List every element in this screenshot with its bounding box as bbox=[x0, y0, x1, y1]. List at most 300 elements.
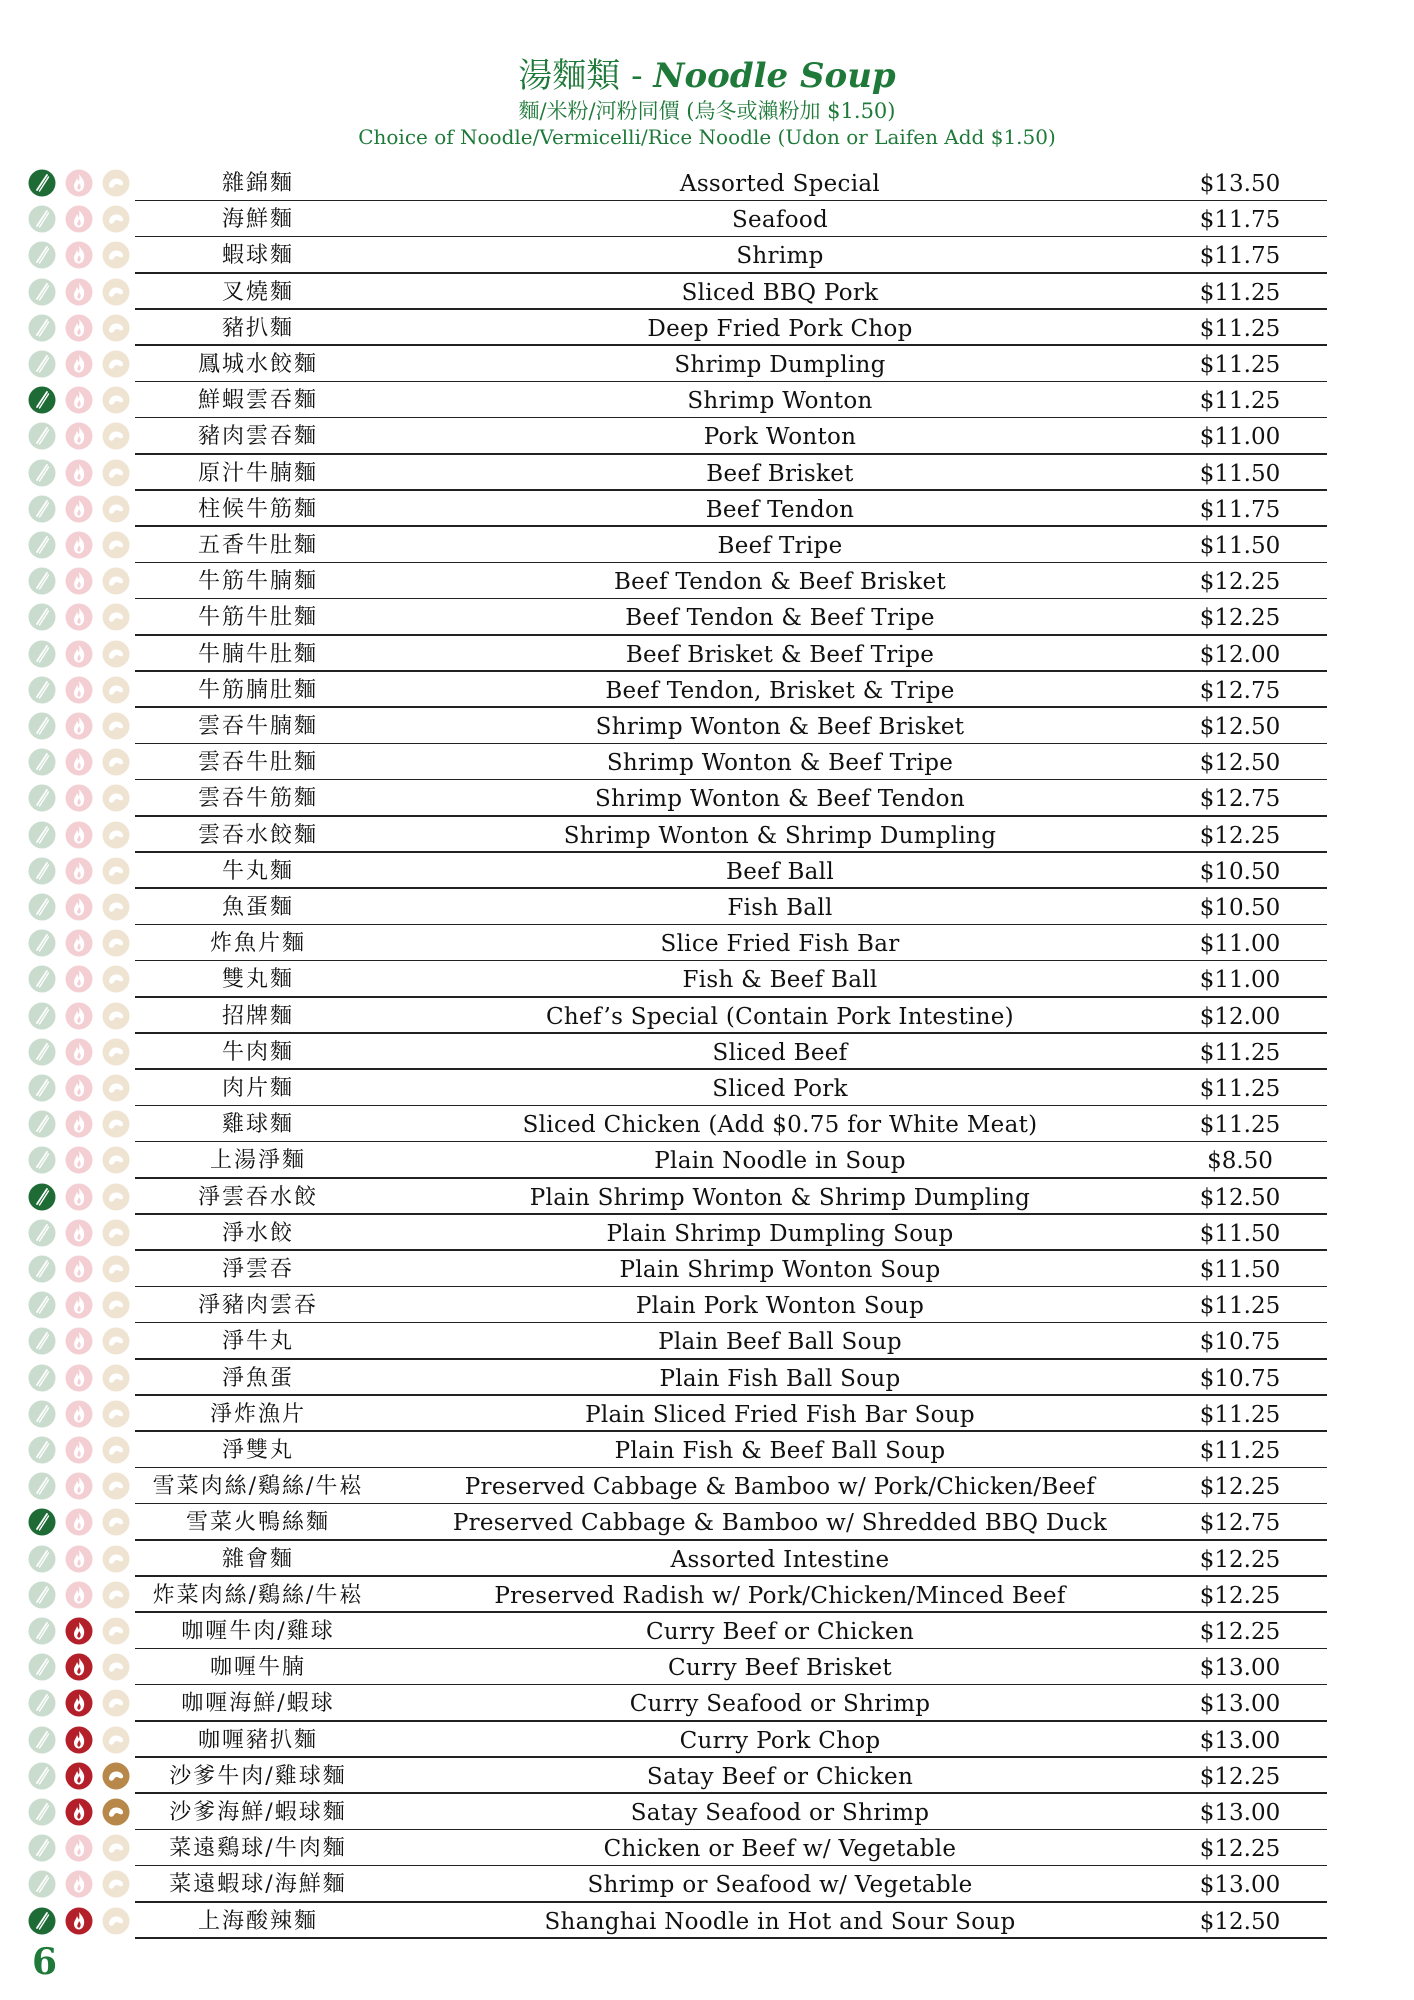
menu-item-row bbox=[0, 1866, 1414, 1902]
item-name-en: Assorted Special bbox=[679, 171, 881, 197]
menu-item-row bbox=[0, 237, 1414, 273]
satay-icon bbox=[102, 1870, 130, 1898]
item-name-en: Sliced Chicken (Add $0.75 for White Meat) bbox=[522, 1112, 1038, 1139]
item-name-en: Shrimp bbox=[736, 243, 824, 270]
item-price: $12.25 bbox=[1199, 1474, 1281, 1501]
chopsticks-icon bbox=[28, 1726, 56, 1754]
chopsticks-icon bbox=[28, 1508, 56, 1536]
menu-item-row bbox=[0, 1685, 1414, 1721]
satay-icon bbox=[102, 748, 130, 776]
item-price: $11.50 bbox=[1199, 1257, 1281, 1283]
item-price: $10.75 bbox=[1199, 1365, 1281, 1392]
item-name-zh: 雪菜火鴨絲麵 bbox=[185, 1510, 330, 1536]
chili-flame-icon bbox=[65, 278, 93, 306]
chili-flame-icon bbox=[65, 1038, 93, 1066]
item-price: $10.50 bbox=[1199, 858, 1281, 885]
satay-icon bbox=[102, 567, 130, 595]
menu-item-row bbox=[0, 491, 1414, 527]
menu-item-row bbox=[0, 563, 1414, 599]
item-name-zh: 招牌麵 bbox=[221, 1003, 294, 1029]
item-price: $12.25 bbox=[1199, 1836, 1281, 1863]
menu-item-row bbox=[0, 1613, 1414, 1649]
item-price: $12.50 bbox=[1199, 1908, 1281, 1935]
menu-item-row bbox=[0, 672, 1414, 708]
item-name-en: Fish & Beef Ball bbox=[682, 967, 878, 994]
chopsticks-icon bbox=[28, 1364, 56, 1392]
satay-icon bbox=[102, 495, 130, 523]
chopsticks-icon bbox=[28, 965, 56, 993]
menu-item-row bbox=[0, 382, 1414, 418]
chopsticks-icon bbox=[28, 278, 56, 306]
menu-item-row bbox=[0, 1215, 1414, 1251]
chopsticks-icon bbox=[28, 1689, 56, 1717]
item-name-zh: 牛筋牛腩麵 bbox=[197, 569, 318, 595]
item-price: $10.50 bbox=[1199, 895, 1281, 921]
item-price: $11.75 bbox=[1199, 496, 1281, 523]
item-price: $13.00 bbox=[1199, 1800, 1281, 1826]
menu-item-row bbox=[0, 1251, 1414, 1287]
item-price: $12.25 bbox=[1199, 569, 1281, 596]
chili-flame-icon bbox=[65, 567, 93, 595]
menu-item-row bbox=[0, 925, 1414, 961]
item-price: $11.25 bbox=[1199, 388, 1281, 415]
chili-flame-icon bbox=[65, 459, 93, 487]
chopsticks-icon bbox=[28, 459, 56, 487]
menu-item-row bbox=[0, 1142, 1414, 1178]
item-name-zh: 咖喱牛肉/雞球 bbox=[181, 1619, 335, 1644]
item-price: $11.75 bbox=[1199, 207, 1281, 234]
item-name-en: Plain Sliced Fried Fish Bar Soup bbox=[585, 1401, 975, 1428]
chili-flame-icon bbox=[65, 169, 93, 197]
chopsticks-icon bbox=[28, 1038, 56, 1066]
item-price: $12.25 bbox=[1199, 822, 1281, 849]
chopsticks-icon bbox=[28, 314, 56, 342]
chili-flame-icon bbox=[65, 1798, 93, 1826]
satay-icon bbox=[102, 459, 130, 487]
item-price: $11.25 bbox=[1199, 1076, 1281, 1102]
satay-icon bbox=[102, 676, 130, 704]
chopsticks-icon bbox=[28, 241, 56, 269]
chili-flame-icon bbox=[65, 1074, 93, 1102]
satay-icon bbox=[102, 1726, 130, 1754]
item-name-en: Satay Seafood or Shrimp bbox=[630, 1800, 930, 1826]
satay-icon bbox=[102, 1219, 130, 1247]
item-name-en: Preserved Cabbage & Bamboo w/ Pork/Chicken/Beef bbox=[464, 1474, 1096, 1501]
item-name-en: Plain Fish Ball Soup bbox=[659, 1365, 901, 1392]
satay-icon bbox=[102, 1146, 130, 1174]
chili-flame-icon bbox=[65, 784, 93, 812]
menu-item-row bbox=[0, 1106, 1414, 1142]
menu-item-row bbox=[0, 1034, 1414, 1070]
item-name-zh: 淨魚蛋 bbox=[221, 1365, 294, 1391]
item-name-zh: 淨雲吞水餃 bbox=[197, 1184, 318, 1210]
item-price: $11.25 bbox=[1199, 352, 1281, 378]
item-name-zh: 柱候牛筋麵 bbox=[197, 496, 318, 522]
item-name-zh: 沙爹海鮮/蝦球麵 bbox=[169, 1800, 347, 1825]
chopsticks-icon bbox=[28, 1870, 56, 1898]
item-name-zh: 咖喱牛腩 bbox=[209, 1655, 306, 1681]
chopsticks-icon bbox=[28, 929, 56, 957]
chili-flame-icon bbox=[65, 1327, 93, 1355]
menu-item-row bbox=[0, 599, 1414, 635]
chili-flame-icon bbox=[65, 1870, 93, 1898]
satay-icon bbox=[102, 784, 130, 812]
item-name-zh: 海鮮麵 bbox=[221, 207, 294, 233]
chili-flame-icon bbox=[65, 965, 93, 993]
chopsticks-icon bbox=[28, 1762, 56, 1790]
satay-icon bbox=[102, 965, 130, 993]
chopsticks-icon bbox=[28, 712, 56, 740]
chopsticks-icon bbox=[28, 857, 56, 885]
item-price: $12.00 bbox=[1199, 1003, 1281, 1030]
page-number: 6 bbox=[32, 1941, 58, 1983]
section-title-zh: 湯麵類 - bbox=[518, 56, 654, 96]
item-name-zh: 雜會麵 bbox=[221, 1546, 294, 1572]
menu-item-row bbox=[0, 1722, 1414, 1758]
menu-item-row bbox=[0, 346, 1414, 382]
item-name-zh: 鳳城水餃麵 bbox=[197, 352, 318, 377]
satay-icon bbox=[102, 1508, 130, 1536]
item-name-en: Beef Tripe bbox=[717, 533, 843, 559]
item-name-zh: 牛筋牛肚麵 bbox=[197, 605, 318, 631]
item-name-en: Shrimp Dumpling bbox=[674, 352, 886, 378]
chopsticks-icon bbox=[28, 422, 56, 450]
item-name-en: Shrimp or Seafood w/ Vegetable bbox=[587, 1872, 973, 1899]
menu-item-row bbox=[0, 817, 1414, 853]
chili-flame-icon bbox=[65, 205, 93, 233]
item-name-zh: 叉燒麵 bbox=[221, 279, 294, 305]
satay-icon bbox=[102, 1327, 130, 1355]
item-name-zh: 炸菜肉絲/鷄絲/牛崧 bbox=[152, 1582, 364, 1608]
chopsticks-icon bbox=[28, 1581, 56, 1609]
item-name-en: Preserved Radish w/ Pork/Chicken/Minced Beef bbox=[494, 1582, 1066, 1609]
item-name-en: Curry Seafood or Shrimp bbox=[629, 1691, 931, 1718]
chili-flame-icon bbox=[65, 1219, 93, 1247]
chili-flame-icon bbox=[65, 1183, 93, 1211]
item-price: $11.50 bbox=[1199, 533, 1281, 559]
item-name-zh: 雜錦麵 bbox=[221, 171, 294, 196]
item-name-zh: 上海酸辣麵 bbox=[197, 1908, 318, 1934]
chopsticks-icon bbox=[28, 1291, 56, 1319]
item-name-zh: 淨牛丸 bbox=[221, 1329, 294, 1355]
item-name-en: Curry Beef or Chicken bbox=[645, 1619, 915, 1645]
satay-icon bbox=[102, 1907, 130, 1935]
satay-icon bbox=[102, 1545, 130, 1573]
item-name-en: Sliced Beef bbox=[712, 1039, 848, 1066]
chili-flame-icon bbox=[65, 241, 93, 269]
menu-item-row bbox=[0, 1179, 1414, 1215]
item-name-zh: 上湯淨麵 bbox=[209, 1148, 306, 1174]
satay-icon bbox=[102, 422, 130, 450]
item-name-en: Shrimp Wonton & Beef Brisket bbox=[595, 714, 965, 740]
item-price: $11.50 bbox=[1199, 1220, 1281, 1247]
chili-flame-icon bbox=[65, 1472, 93, 1500]
chili-flame-icon bbox=[65, 1364, 93, 1392]
item-name-zh: 淨雲吞 bbox=[221, 1257, 294, 1282]
menu-item-row bbox=[0, 1287, 1414, 1323]
chopsticks-icon bbox=[28, 386, 56, 414]
chopsticks-icon bbox=[28, 1545, 56, 1573]
row-divider bbox=[135, 1937, 1327, 1939]
satay-icon bbox=[102, 350, 130, 378]
satay-icon bbox=[102, 169, 130, 197]
item-price: $11.00 bbox=[1199, 424, 1281, 451]
chili-flame-icon bbox=[65, 531, 93, 559]
chopsticks-icon bbox=[28, 748, 56, 776]
item-price: $12.25 bbox=[1199, 1619, 1281, 1645]
menu-item-row bbox=[0, 1468, 1414, 1504]
item-name-en: Curry Beef Brisket bbox=[668, 1655, 892, 1682]
menu-item-row bbox=[0, 1504, 1414, 1540]
item-price: $12.00 bbox=[1199, 641, 1281, 668]
item-name-en: Seafood bbox=[731, 207, 829, 234]
satay-icon bbox=[102, 857, 130, 885]
item-price: $12.25 bbox=[1199, 1763, 1281, 1790]
chili-flame-icon bbox=[65, 1436, 93, 1464]
item-name-en: Beef Ball bbox=[726, 858, 834, 885]
chili-flame-icon bbox=[65, 1726, 93, 1754]
item-price: $11.25 bbox=[1199, 1293, 1281, 1320]
chili-flame-icon bbox=[65, 1508, 93, 1536]
menu-item-row bbox=[0, 1432, 1414, 1468]
satay-icon bbox=[102, 1617, 130, 1645]
chopsticks-icon bbox=[28, 1653, 56, 1681]
item-price: $11.00 bbox=[1199, 931, 1281, 958]
chili-flame-icon bbox=[65, 1617, 93, 1645]
item-name-en: Plain Shrimp Wonton & Shrimp Dumpling bbox=[529, 1184, 1031, 1211]
chili-flame-icon bbox=[65, 1400, 93, 1428]
item-name-en: Beef Brisket & Beef Tripe bbox=[625, 641, 935, 668]
item-price: $13.00 bbox=[1199, 1727, 1281, 1754]
chopsticks-icon bbox=[28, 1327, 56, 1355]
chili-flame-icon bbox=[65, 1545, 93, 1573]
item-price: $12.50 bbox=[1199, 714, 1281, 740]
menu-item-row bbox=[0, 1794, 1414, 1830]
item-price: $12.75 bbox=[1199, 1510, 1281, 1537]
item-name-zh: 咖喱海鮮/蝦球 bbox=[181, 1691, 335, 1717]
item-price: $13.50 bbox=[1199, 171, 1281, 197]
item-name-zh: 淨炸漁片 bbox=[209, 1401, 306, 1427]
menu-item-row bbox=[0, 1649, 1414, 1685]
item-price: $11.75 bbox=[1199, 243, 1281, 270]
chopsticks-icon bbox=[28, 893, 56, 921]
item-name-en: Chef’s Special (Contain Pork Intestine) bbox=[546, 1003, 1014, 1030]
menu-item-row bbox=[0, 853, 1414, 889]
satay-icon bbox=[102, 278, 130, 306]
item-name-en: Sliced Pork bbox=[712, 1076, 848, 1102]
menu-item-row bbox=[0, 1541, 1414, 1577]
chopsticks-icon bbox=[28, 821, 56, 849]
satay-icon bbox=[102, 531, 130, 559]
chili-flame-icon bbox=[65, 857, 93, 885]
item-name-zh: 咖喱豬扒麵 bbox=[197, 1727, 318, 1753]
satay-icon bbox=[102, 1689, 130, 1717]
item-name-en: Plain Shrimp Wonton Soup bbox=[619, 1257, 941, 1283]
menu-item-row bbox=[0, 1903, 1414, 1939]
item-price: $10.75 bbox=[1199, 1329, 1281, 1356]
item-price: $11.25 bbox=[1199, 1112, 1281, 1139]
satay-icon bbox=[102, 241, 130, 269]
item-name-zh: 牛肉麵 bbox=[221, 1039, 294, 1065]
item-name-en: Slice Fried Fish Bar bbox=[660, 931, 900, 958]
item-price: $12.50 bbox=[1199, 750, 1281, 777]
satay-icon bbox=[102, 1798, 130, 1826]
menu-item-row bbox=[0, 1758, 1414, 1794]
item-name-en: Beef Tendon, Brisket & Tripe bbox=[605, 677, 955, 704]
chopsticks-icon bbox=[28, 1617, 56, 1645]
item-name-en: Beef Tendon bbox=[705, 496, 855, 523]
satay-icon bbox=[102, 1255, 130, 1283]
chili-flame-icon bbox=[65, 640, 93, 668]
satay-icon bbox=[102, 893, 130, 921]
item-name-zh: 淨雙丸 bbox=[221, 1438, 294, 1463]
menu-item-row bbox=[0, 998, 1414, 1034]
menu-item-row bbox=[0, 274, 1414, 310]
item-price: $11.25 bbox=[1199, 315, 1281, 342]
chili-flame-icon bbox=[65, 386, 93, 414]
item-name-en: Plain Noodle in Soup bbox=[654, 1148, 906, 1175]
menu-item-row bbox=[0, 744, 1414, 780]
chopsticks-icon bbox=[28, 1146, 56, 1174]
chili-flame-icon bbox=[65, 1689, 93, 1717]
item-name-zh: 五香牛肚麵 bbox=[197, 533, 318, 558]
menu-item-row bbox=[0, 201, 1414, 237]
item-name-en: Deep Fried Pork Chop bbox=[647, 315, 913, 342]
item-name-en: Plain Fish & Beef Ball Soup bbox=[614, 1438, 946, 1464]
menu-item-row bbox=[0, 527, 1414, 563]
item-name-en: Plain Shrimp Dumpling Soup bbox=[606, 1220, 954, 1247]
item-name-en: Shrimp Wonton & Beef Tripe bbox=[606, 750, 954, 777]
item-price: $12.25 bbox=[1199, 1582, 1281, 1609]
menu-item-row bbox=[0, 1360, 1414, 1396]
item-price: $12.50 bbox=[1199, 1184, 1281, 1211]
satay-icon bbox=[102, 1653, 130, 1681]
menu-item-row bbox=[0, 418, 1414, 454]
item-price: $11.50 bbox=[1199, 460, 1281, 487]
satay-icon bbox=[102, 314, 130, 342]
item-name-zh: 雪菜肉絲/鷄絲/牛崧 bbox=[152, 1474, 364, 1500]
menu-item-row bbox=[0, 889, 1414, 925]
menu-item-row bbox=[0, 1070, 1414, 1106]
satay-icon bbox=[102, 640, 130, 668]
menu-item-row bbox=[0, 708, 1414, 744]
item-name-zh: 牛腩牛肚麵 bbox=[197, 641, 318, 667]
satay-icon bbox=[102, 205, 130, 233]
satay-icon bbox=[102, 929, 130, 957]
item-name-zh: 炸魚片麵 bbox=[209, 931, 306, 957]
item-name-en: Beef Tendon & Beef Tripe bbox=[625, 605, 935, 632]
satay-icon bbox=[102, 1183, 130, 1211]
menu-item-row bbox=[0, 961, 1414, 997]
item-price: $12.25 bbox=[1199, 1546, 1281, 1573]
item-price: $13.00 bbox=[1199, 1691, 1281, 1718]
item-name-en: Beef Tendon & Beef Brisket bbox=[613, 569, 946, 596]
chopsticks-icon bbox=[28, 1219, 56, 1247]
item-name-zh: 雲吞牛肚麵 bbox=[197, 750, 318, 776]
menu-item-row bbox=[0, 455, 1414, 491]
section-title-en: Noodle Soup bbox=[653, 56, 896, 96]
menu-item-row bbox=[0, 1396, 1414, 1432]
item-name-en: Chicken or Beef w/ Vegetable bbox=[603, 1836, 957, 1863]
menu-item-row bbox=[0, 165, 1414, 201]
menu-item-row bbox=[0, 636, 1414, 672]
item-name-zh: 淨豬肉雲吞 bbox=[197, 1293, 318, 1319]
chopsticks-icon bbox=[28, 531, 56, 559]
item-name-zh: 魚蛋麵 bbox=[221, 895, 294, 920]
chili-flame-icon bbox=[65, 495, 93, 523]
item-name-en: Sliced BBQ Pork bbox=[681, 279, 879, 306]
item-name-en: Shrimp Wonton bbox=[687, 388, 873, 415]
chopsticks-icon bbox=[28, 495, 56, 523]
chili-flame-icon bbox=[65, 1002, 93, 1030]
item-name-zh: 雲吞水餃麵 bbox=[197, 822, 318, 848]
item-name-en: Shanghai Noodle in Hot and Sour Soup bbox=[544, 1908, 1016, 1935]
satay-icon bbox=[102, 1472, 130, 1500]
item-name-en: Pork Wonton bbox=[703, 424, 857, 451]
item-name-zh: 肉片麵 bbox=[221, 1076, 294, 1101]
satay-icon bbox=[102, 1436, 130, 1464]
item-name-zh: 豬扒麵 bbox=[221, 315, 294, 341]
item-name-en: Shrimp Wonton & Shrimp Dumpling bbox=[563, 822, 997, 849]
satay-icon bbox=[102, 1110, 130, 1138]
chili-flame-icon bbox=[65, 929, 93, 957]
item-name-en: Assorted Intestine bbox=[670, 1546, 890, 1573]
chopsticks-icon bbox=[28, 1798, 56, 1826]
chopsticks-icon bbox=[28, 1907, 56, 1935]
item-name-en: Preserved Cabbage & Bamboo w/ Shredded BBQ Duck bbox=[452, 1510, 1108, 1537]
chopsticks-icon bbox=[28, 784, 56, 812]
item-name-zh: 雲吞牛筋麵 bbox=[197, 786, 318, 812]
item-name-en: Satay Beef or Chicken bbox=[646, 1763, 914, 1790]
satay-icon bbox=[102, 1038, 130, 1066]
menu-item-row bbox=[0, 310, 1414, 346]
chopsticks-icon bbox=[28, 676, 56, 704]
chili-flame-icon bbox=[65, 350, 93, 378]
item-name-en: Fish Ball bbox=[727, 895, 833, 921]
chili-flame-icon bbox=[65, 676, 93, 704]
chili-flame-icon bbox=[65, 1907, 93, 1935]
item-name-zh: 蝦球麵 bbox=[221, 243, 294, 269]
satay-icon bbox=[102, 1834, 130, 1862]
chili-flame-icon bbox=[65, 422, 93, 450]
menu-item-row bbox=[0, 780, 1414, 816]
satay-icon bbox=[102, 1364, 130, 1392]
item-name-zh: 雲吞牛腩麵 bbox=[197, 714, 318, 739]
satay-icon bbox=[102, 1291, 130, 1319]
chili-flame-icon bbox=[65, 712, 93, 740]
chopsticks-icon bbox=[28, 1074, 56, 1102]
chopsticks-icon bbox=[28, 1255, 56, 1283]
chili-flame-icon bbox=[65, 603, 93, 631]
item-name-zh: 雙丸麵 bbox=[221, 967, 294, 993]
item-name-zh: 鮮蝦雲吞麵 bbox=[197, 388, 318, 414]
chili-flame-icon bbox=[65, 1255, 93, 1283]
satay-icon bbox=[102, 1400, 130, 1428]
subtitle-zh: 麵/米粉/河粉同價 (烏冬或瀨粉加 $1.50) bbox=[518, 99, 896, 123]
item-name-zh: 淨水餃 bbox=[221, 1220, 294, 1246]
chili-flame-icon bbox=[65, 1834, 93, 1862]
item-price: $12.75 bbox=[1199, 786, 1281, 813]
chili-flame-icon bbox=[65, 821, 93, 849]
item-price: $11.25 bbox=[1199, 1438, 1281, 1464]
item-name-zh: 牛筋腩肚麵 bbox=[197, 677, 318, 703]
item-name-zh: 菜遠蝦球/海鮮麵 bbox=[169, 1872, 347, 1898]
item-price: $11.25 bbox=[1199, 279, 1281, 306]
satay-icon bbox=[102, 821, 130, 849]
chopsticks-icon bbox=[28, 1110, 56, 1138]
item-price: $11.25 bbox=[1199, 1039, 1281, 1066]
item-name-en: Shrimp Wonton & Beef Tendon bbox=[595, 786, 965, 813]
